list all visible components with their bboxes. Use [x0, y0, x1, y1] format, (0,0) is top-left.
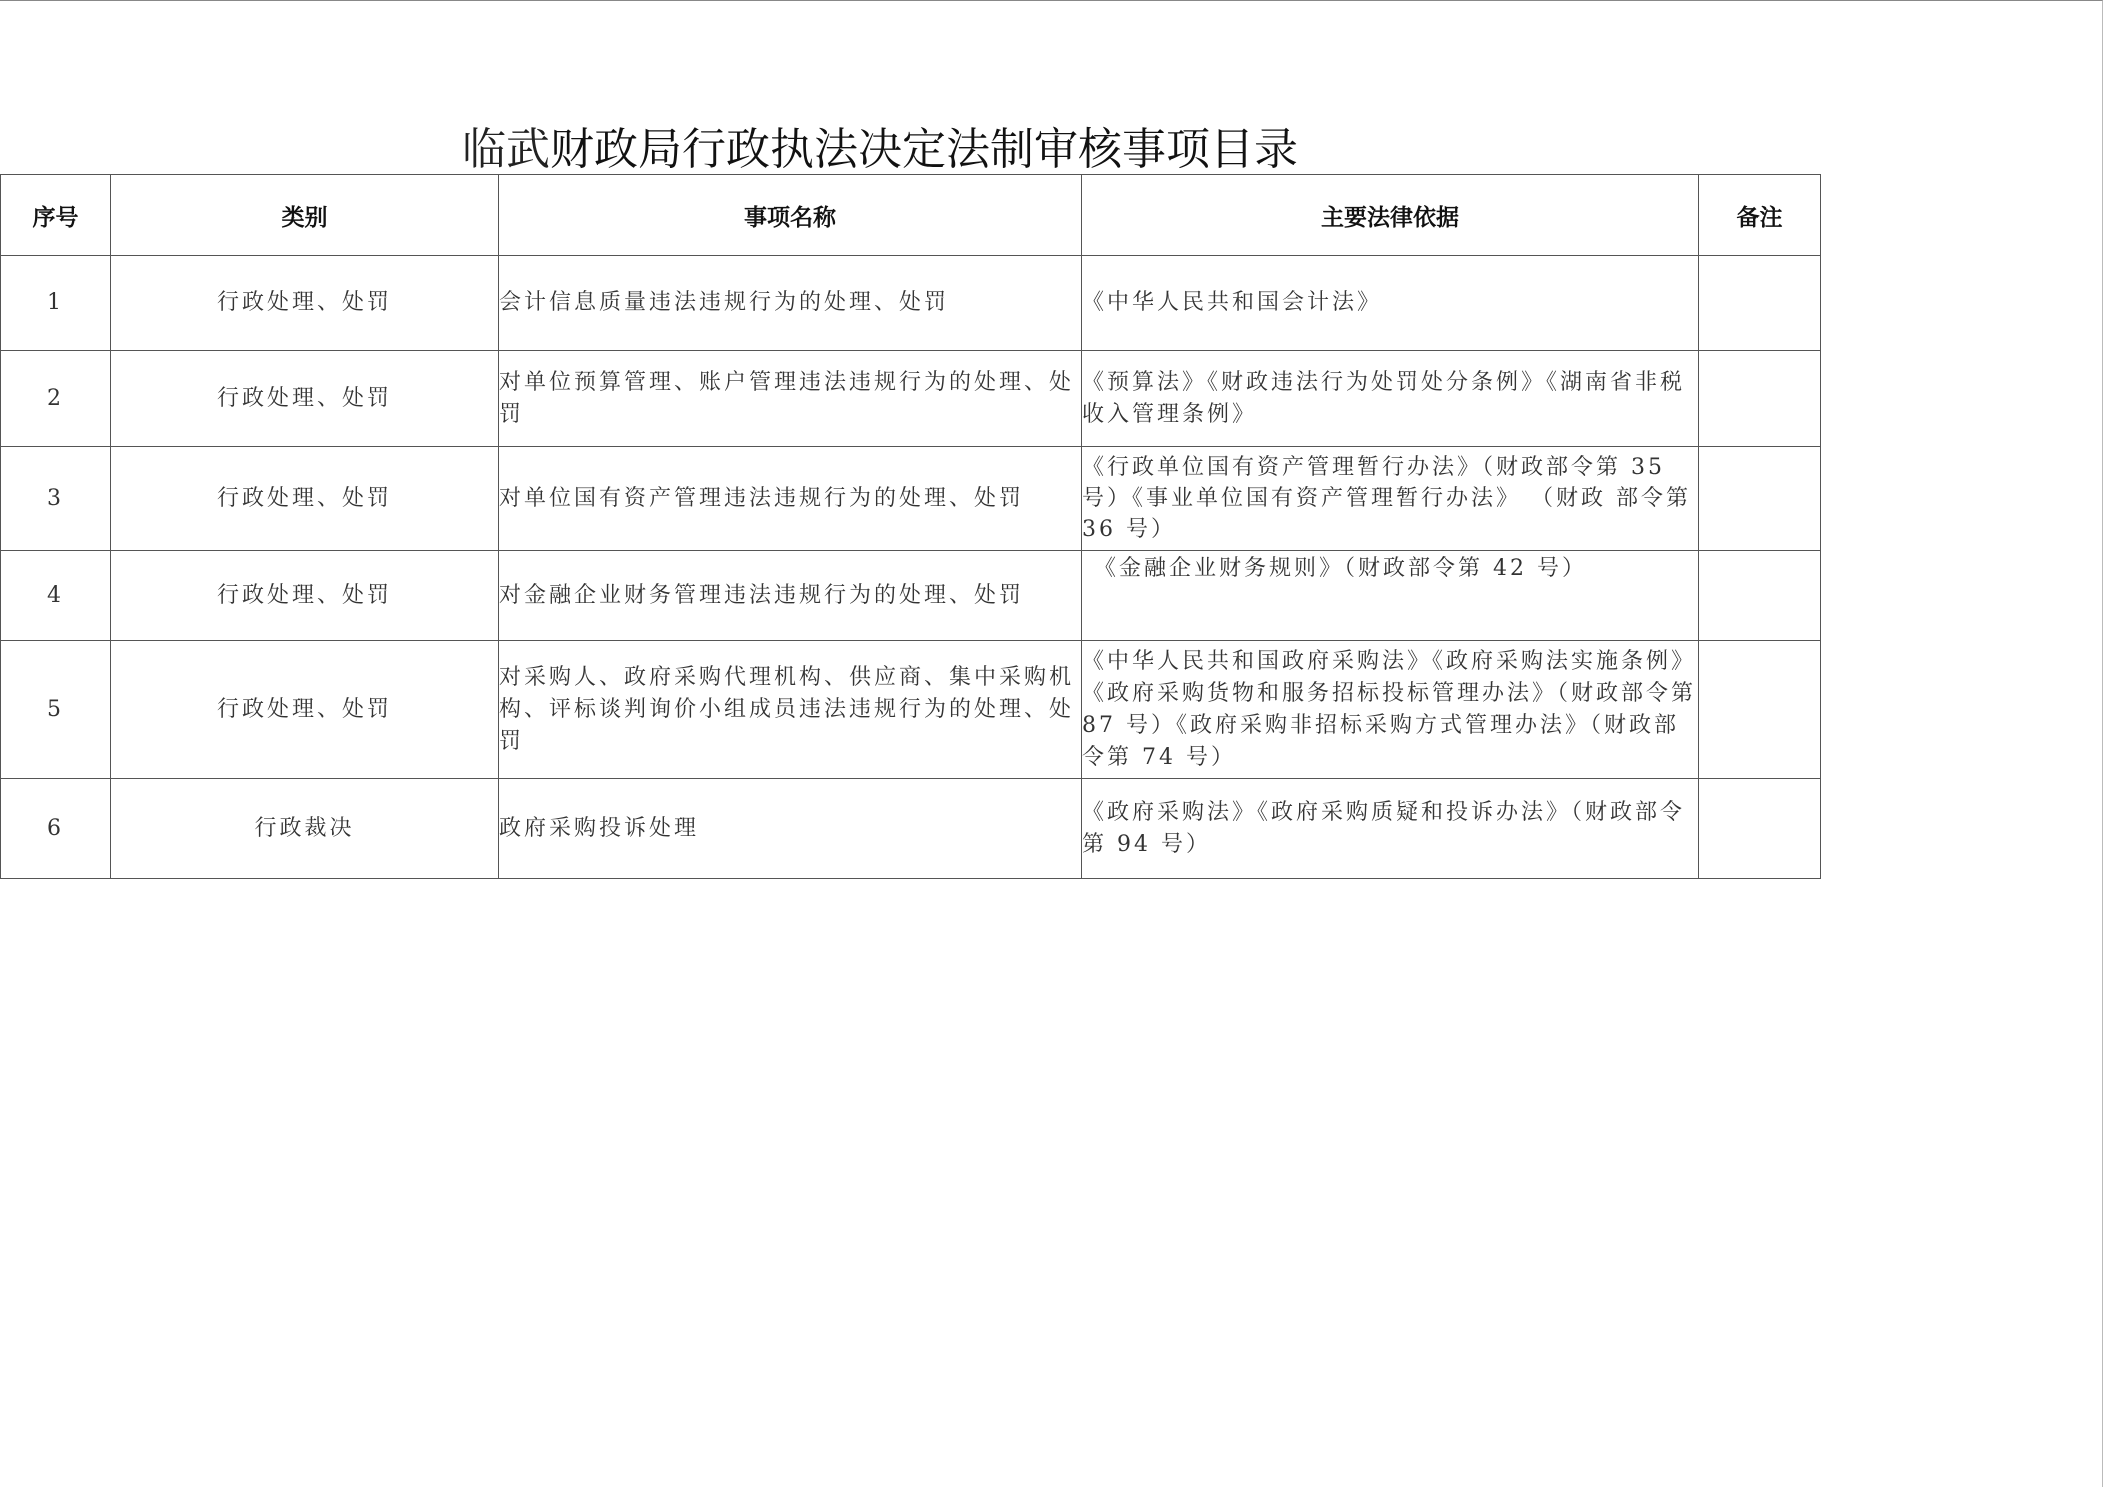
table-row — [1, 779, 1821, 879]
row-basis: 《行政单位国有资产管理暂行办法》（财政部令第 35 号）《事业单位国有资产管理暂行办法》 （财政 部令第 36 号） — [1082, 447, 1699, 551]
catalog-table — [0, 174, 1821, 879]
document-title — [462, 113, 1298, 177]
row-item: 对采购人、政府采购代理机构、供应商、集中采购机构、评标谈判询价小组成员违法违规行为的处理、处罚 — [499, 641, 1082, 779]
row-category: 行政裁决 — [111, 779, 499, 879]
table-row — [1, 447, 1821, 551]
row-no: 3 — [1, 447, 111, 551]
header-basis: 主要法律依据 — [1082, 175, 1699, 256]
row-no: 1 — [1, 256, 111, 351]
row-no: 6 — [1, 779, 111, 879]
row-category: 行政处理、处罚 — [111, 641, 499, 779]
row-basis: 《金融企业财务规则》（财政部令第 42 号） — [1082, 551, 1699, 641]
header-row — [1, 175, 1821, 256]
table-row — [1, 351, 1821, 447]
table-row — [1, 641, 1821, 779]
row-note — [1699, 447, 1821, 551]
row-item: 会计信息质量违法违规行为的处理、处罚 — [499, 256, 1082, 351]
header-item: 事项名称 — [499, 175, 1082, 256]
row-no: 4 — [1, 551, 111, 641]
table-row — [1, 551, 1821, 641]
row-item: 对金融企业财务管理违法违规行为的处理、处罚 — [499, 551, 1082, 641]
row-note — [1699, 641, 1821, 779]
row-note — [1699, 779, 1821, 879]
row-item: 对单位国有资产管理违法违规行为的处理、处罚 — [499, 447, 1082, 551]
row-basis: 《中华人民共和国会计法》 — [1082, 256, 1699, 351]
row-basis: 《中华人民共和国政府采购法》《政府采购法实施条例》《政府采购货物和服务招标投标管理办法》（财政部令第 87 号）《政府采购非招标采购方式管理办法》（财政部令第 74 号） — [1082, 641, 1699, 779]
title-prefix: 临武 — [462, 124, 550, 176]
row-basis: 《政府采购法》《政府采购质疑和投诉办法》（财政部令第 94 号） — [1082, 779, 1699, 879]
row-category: 行政处理、处罚 — [111, 256, 499, 351]
row-category: 行政处理、处罚 — [111, 551, 499, 641]
header-no: 序号 — [1, 175, 111, 256]
row-no: 5 — [1, 641, 111, 779]
row-note — [1699, 351, 1821, 447]
table-row — [1, 256, 1821, 351]
row-category: 行政处理、处罚 — [111, 447, 499, 551]
row-category: 行政处理、处罚 — [111, 351, 499, 447]
row-no: 2 — [1, 351, 111, 447]
title-main: 财政局行政执法决定法制审核事项目录 — [550, 124, 1298, 176]
row-item: 对单位预算管理、账户管理违法违规行为的处理、处罚 — [499, 351, 1082, 447]
header-category: 类别 — [111, 175, 499, 256]
row-basis: 《预算法》《财政违法行为处罚处分条例》《湖南省非税收入管理条例》 — [1082, 351, 1699, 447]
header-note: 备注 — [1699, 175, 1821, 256]
row-note — [1699, 256, 1821, 351]
row-note — [1699, 551, 1821, 641]
row-item: 政府采购投诉处理 — [499, 779, 1082, 879]
